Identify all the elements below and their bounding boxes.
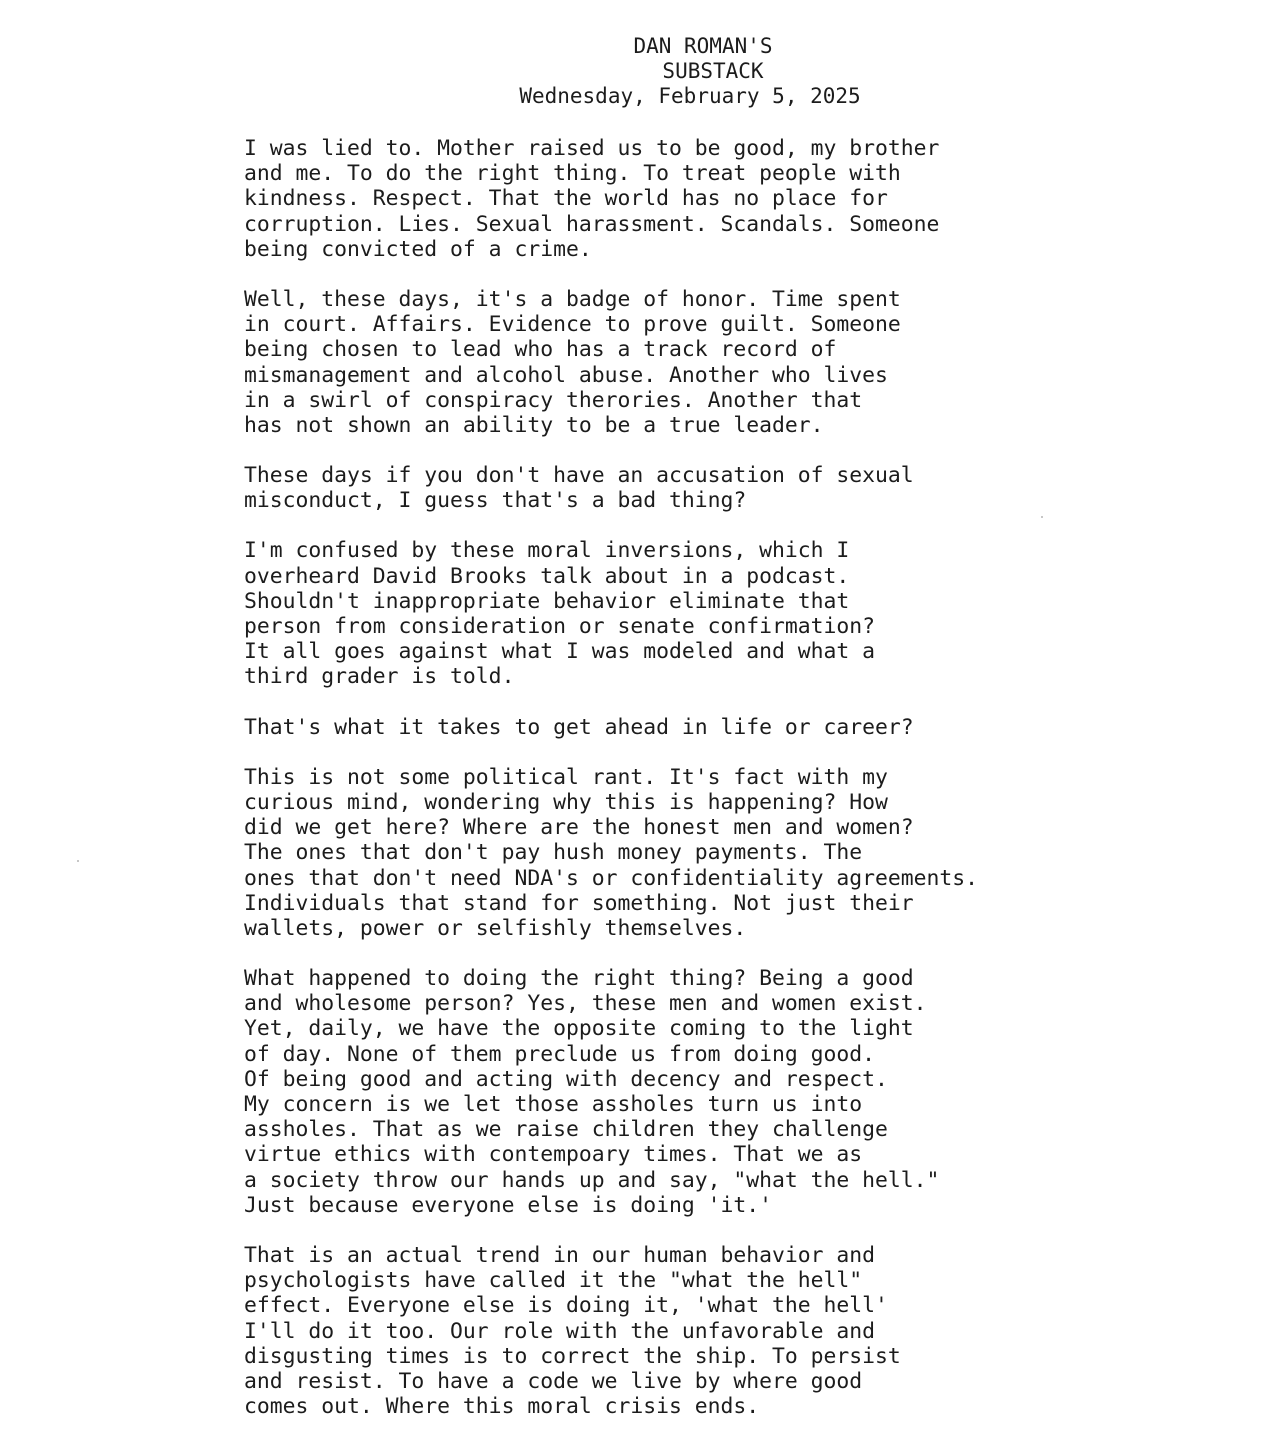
- text-line: Yet, daily, we have the opposite coming to the light: [244, 1016, 914, 1042]
- text-line: a society throw our hands up and say, "what the hell.": [244, 1167, 940, 1193]
- text-line: psychologists have called it the "what the hell": [244, 1268, 863, 1294]
- text-line: comes out. Where this moral crisis ends.: [244, 1394, 760, 1420]
- text-line: What happened to doing the right thing? Being a good: [244, 966, 914, 992]
- text-line: ones that don't need NDA's or confidentiality agreements.: [244, 865, 979, 891]
- text-line: and me. To do the right thing. To treat people with: [244, 161, 901, 187]
- text-line: wallets, power or selfishly themselves.: [244, 915, 747, 941]
- text-line: Well, these days, it's a badge of honor. Time spent: [244, 286, 901, 312]
- text-line: That's what it takes to get ahead in life or career?: [244, 714, 914, 740]
- paragraph-7: [244, 966, 1274, 1218]
- header-date: Wednesday, February 5, 2025: [519, 84, 861, 108]
- text-line: misconduct, I guess that's a bad thing?: [244, 488, 747, 514]
- text-line: Shouldn't inappropriate behavior eliminate that: [244, 588, 850, 614]
- text-line: in a swirl of conspiracy therories. Another that: [244, 387, 863, 413]
- text-line: did we get here? Where are the honest men and women?: [244, 815, 914, 841]
- text-line: I was lied to. Mother raised us to be good, my brother: [244, 136, 940, 161]
- text-line: of day. None of them preclude us from doing good.: [244, 1041, 876, 1067]
- text-line: being chosen to lead who has a track record of: [244, 337, 837, 363]
- text-line: Of being good and acting with decency and respect.: [244, 1066, 888, 1092]
- header-publication: SUBSTACK: [662, 59, 764, 83]
- text-line: My concern is we let those assholes turn us into: [244, 1092, 863, 1117]
- paragraph-3: [244, 463, 1274, 513]
- text-line: disgusting times is to correct the ship. To persist: [244, 1343, 901, 1369]
- text-line: person from consideration or senate confirmation?: [244, 614, 876, 639]
- text-line: effect. Everyone else is doing it, 'what the hell': [244, 1293, 888, 1319]
- text-line: mismanagement and alcohol abuse. Another who lives: [244, 362, 888, 388]
- text-line: That is an actual trend in our human behavior and: [244, 1242, 876, 1268]
- text-line: This is not some political rant. It's fact with my: [244, 764, 888, 790]
- text-line: and wholesome person? Yes, these men and women exist.: [244, 991, 927, 1017]
- text-line: in court. Affairs. Evidence to prove guilt. Someone: [244, 312, 901, 338]
- text-line: has not shown an ability to be a true leader.: [244, 412, 824, 438]
- text-line: I'm confused by these moral inversions, which I: [244, 538, 850, 564]
- article-body: [244, 136, 1274, 1444]
- text-line: assholes. That as we raise children they challenge: [244, 1117, 888, 1143]
- paragraph-8: [244, 1243, 1274, 1419]
- paragraph-5: [244, 715, 1274, 740]
- paragraph-6: [244, 765, 1274, 941]
- text-line: overheard David Brooks talk about in a podcast.: [244, 563, 850, 589]
- paper-speck: [77, 860, 79, 862]
- text-line: It all goes against what I was modeled and what a: [244, 639, 876, 665]
- text-line: third grader is told.: [244, 664, 515, 690]
- text-line: Just because everyone else is doing 'it.': [244, 1192, 773, 1218]
- paragraph-4: [244, 538, 1274, 689]
- text-line: The ones that don't pay hush money payments. The: [244, 840, 863, 866]
- page-header: [0, 0, 1284, 125]
- text-line: being convicted of a crime.: [244, 236, 592, 262]
- paragraph-2: [244, 287, 1274, 438]
- text-line: Individuals that stand for something. Not just their: [244, 890, 914, 916]
- text-line: I'll do it too. Our role with the unfavorable and: [244, 1318, 876, 1344]
- text-line: curious mind, wondering why this is happening? How: [244, 789, 888, 815]
- paragraph-1: [244, 136, 1274, 262]
- text-line: and resist. To have a code we live by where good: [244, 1368, 863, 1394]
- text-line: corruption. Lies. Sexual harassment. Scandals. Someone: [244, 211, 940, 237]
- text-line: virtue ethics with contempoary times. That we as: [244, 1142, 863, 1168]
- text-line: These days if you don't have an accusation of sexual: [244, 463, 914, 489]
- header-author: DAN ROMAN'S: [633, 34, 773, 58]
- paper-speck: [1041, 516, 1043, 518]
- text-line: kindness. Respect. That the world has no place for: [244, 186, 888, 212]
